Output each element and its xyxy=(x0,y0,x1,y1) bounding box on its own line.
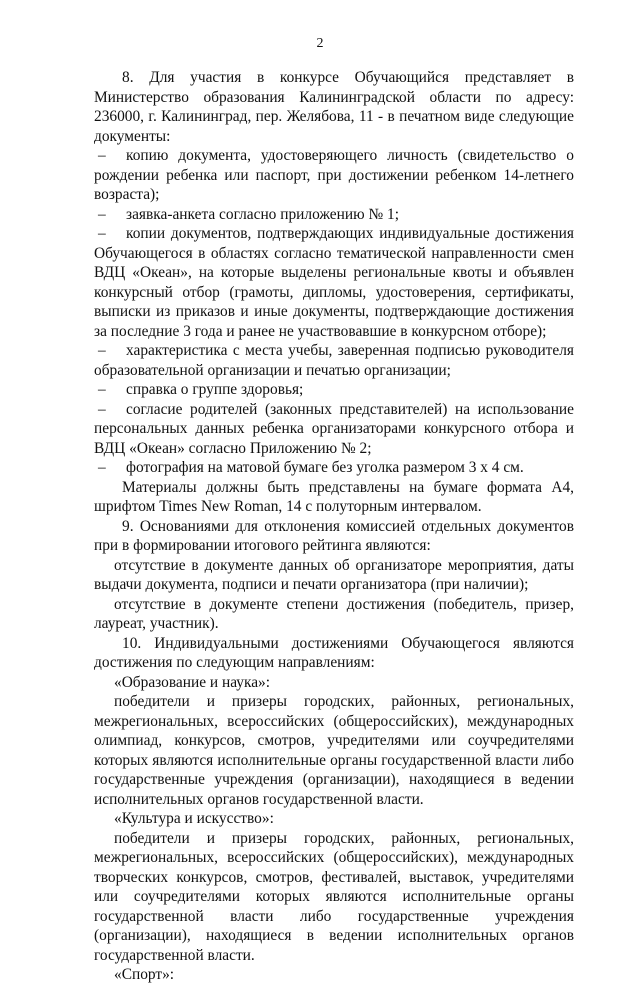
paragraph xyxy=(94,673,574,693)
list-item xyxy=(94,458,574,478)
paragraph-text: копию документа, удостоверяющего личность (свидетельство о рождении ребенка или паспорт, при достижении ребенком 14-летнего возраста); xyxy=(94,147,574,203)
paragraph-text: 8. Для участия в конкурсе Обучающийся представляет в Министерство образования Калининградской области по адресу: 236000, г. Калининград, пер. Желябова, 11 - в печатном виде следующие документы: xyxy=(94,69,574,145)
paragraph xyxy=(94,517,574,556)
paragraph-text: Материалы должны быть представлены на бумаге формата А4, шрифтом Times New Roman, 14 с полуторным интервалом. xyxy=(94,478,574,515)
paragraph xyxy=(94,692,574,809)
paragraph xyxy=(94,595,574,634)
dash-bullet: – xyxy=(98,147,106,164)
list-item xyxy=(94,400,574,459)
paragraph-text: справка о группе здоровья; xyxy=(126,381,304,398)
dash-bullet: – xyxy=(98,400,106,418)
paragraph-text: «Спорт»: xyxy=(114,966,175,983)
dash-bullet: – xyxy=(98,225,106,242)
paragraph-text: победители и призеры городских, районных, региональных, межрегиональных, всероссийских (общероссийских), международных творческих конкурсов, смотров, фестивалей, выставок, учредителями или соучредителями которых являются исполнительные органы государственной власти либо государственные учреждения (организации), находящиеся в ведении исполнительных органов государственной власти. xyxy=(94,829,574,964)
paragraph xyxy=(94,556,574,595)
list-item xyxy=(94,341,574,380)
paragraph-text: «Образование и наука»: xyxy=(114,673,271,691)
paragraph-text: копии документов, подтверждающих индивидуальные достижения Обучающегося в областях согласно тематической направленности смен ВДЦ «Океан», на которые выделены региональные квоты и объявлен конкурсный отбор (грамоты, дипломы, удостоверения, сертификаты, выписки из приказов и иные документы, подтверждающие достижения за последние 3 года и ранее не участвовавшие в конкурсном отборе); xyxy=(94,225,574,340)
paragraph-text: заявка-анкета согласно приложению № 1; xyxy=(126,205,399,223)
paragraph-text: 10. Индивидуальными достижениями Обучающегося являются достижения по следующим направлениям: xyxy=(94,634,574,671)
paragraph-text: отсутствие в документе степени достижения (победитель, призер, лауреат, участник). xyxy=(94,595,574,632)
paragraph-text: фотография на матовой бумаге без уголка размером 3 х 4 см. xyxy=(126,459,524,476)
list-item xyxy=(94,380,574,400)
list-item xyxy=(94,205,574,225)
paragraph xyxy=(94,809,574,829)
dash-bullet: – xyxy=(98,205,106,223)
paragraph-text: согласие родителей (законных представителей) на использование персональных данных ребенка организаторами конкурсного отбора и ВДЦ «Океан» согласно Приложению № 2; xyxy=(94,400,574,457)
list-item xyxy=(94,224,574,341)
paragraph-text: «Культура и искусство»: xyxy=(114,810,274,827)
paragraph xyxy=(94,68,574,146)
paragraph xyxy=(94,965,574,985)
page-number: 2 xyxy=(316,36,324,51)
paragraph-text: отсутствие в документе данных об организаторе мероприятия, даты выдачи документа, подписи и печати организатора (при наличии); xyxy=(94,556,574,593)
paragraph xyxy=(94,829,574,966)
paragraph xyxy=(94,478,574,517)
paragraph-text: 9. Основаниями для отклонения комиссией отдельных документов при в формировании итогового рейтинга являются: xyxy=(94,517,574,554)
list-item xyxy=(94,146,574,205)
dash-bullet: – xyxy=(98,342,106,359)
dash-bullet: – xyxy=(98,459,106,476)
paragraph xyxy=(94,634,574,673)
document-body xyxy=(94,68,574,985)
paragraph-text: характеристика с места учебы, заверенная подписью руководителя образовательной организации и печатью организации; xyxy=(94,342,574,379)
paragraph-text: победители и призеры городских, районных, региональных, межрегиональных, всероссийских (общероссийских), международных олимпиад, конкурсов, смотров, учредителями или соучредителями которых являются исполнительные органы государственной власти либо государственные учреждения (организации), находящиеся в ведении исполнительных органов государственной власти. xyxy=(94,693,574,808)
dash-bullet: – xyxy=(98,381,106,398)
